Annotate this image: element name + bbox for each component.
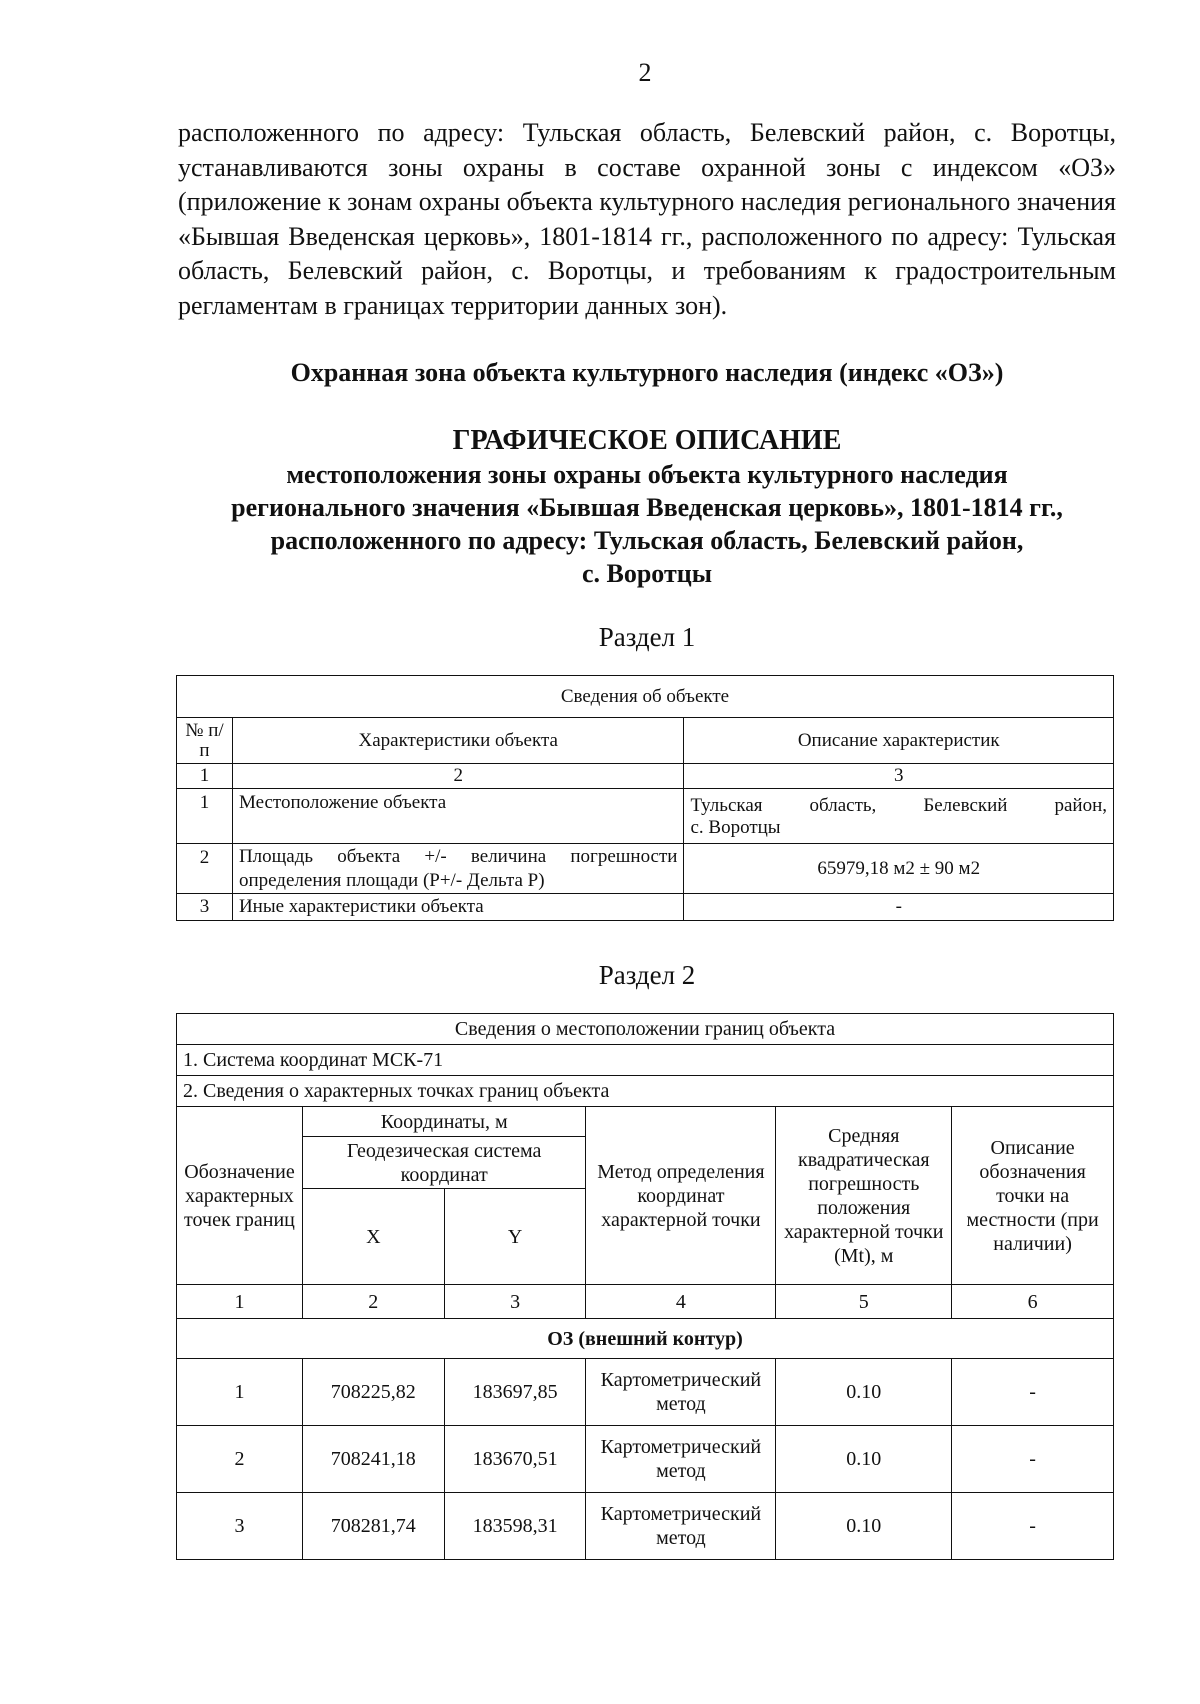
row-value: 65979,18 м2 ± 90 м2 (684, 844, 1114, 894)
coord-system: 1. Система координат МСК-71 (177, 1045, 1114, 1076)
row-name: Площадь объекта +/- величина погрешности определения площади (Р+/- Дельта Р) (232, 844, 684, 894)
header-description: Описание характеристик (684, 718, 1114, 764)
error-cell: 0.10 (776, 1493, 952, 1560)
object-info-table (176, 675, 1114, 921)
row-number: 2 (177, 844, 233, 894)
header-characteristics: Характеристики объекта (232, 718, 684, 764)
row-value (684, 789, 1114, 844)
numbering-cell: 5 (776, 1285, 952, 1319)
table-row (177, 1359, 1114, 1426)
point-description: - (952, 1493, 1114, 1560)
row-name: Местоположение объекта (232, 789, 684, 844)
header-geodetic: Геодезическая система координат (302, 1137, 586, 1189)
header-method: Метод определения координат характерной точки (586, 1107, 776, 1285)
graphic-subtitle-line-3: расположенного по адресу: Тульская область, Белевский район, (270, 526, 1024, 555)
numbering-cell: 1 (177, 764, 233, 789)
intro-paragraph: расположенного по адресу: Тульская область, Белевский район, с. Воротцы, устанавливаются зоны охраны в составе охранной зоны с индексом «ОЗ» (приложение к зонам охраны объекта культурного наследия регионального значения «Бывшая Введенская церковь», 1801-1814 гг., расположенного по адресу: Тульская область, Белевский район, с. Воротцы, и требованиям к градостроительным регламентам в границах территории данных зон). (178, 118, 1116, 320)
row-number: 3 (177, 894, 233, 921)
graphic-subtitle-line-4: с. Воротцы (581, 559, 713, 588)
numbering-cell: 3 (684, 764, 1114, 789)
row-number: 1 (177, 789, 233, 844)
contour-label: ОЗ (внешний контур) (177, 1319, 1114, 1359)
row-name: Иные характеристики объекта (232, 894, 684, 921)
numbering-cell: 3 (444, 1285, 586, 1319)
numbering-cell: 2 (232, 764, 684, 789)
coord-x: 708241,18 (302, 1426, 444, 1493)
numbering-cell: 6 (952, 1285, 1114, 1319)
boundary-caption: Сведения о местоположении границ объекта (177, 1014, 1114, 1045)
object-info-caption: Сведения об объекте (177, 676, 1114, 718)
method-cell: Картометрический метод (586, 1426, 776, 1493)
graphic-subtitle-line-2: регионального значения «Бывшая Введенская церковь», 1801-1814 гг., (231, 493, 1063, 522)
graphic-subtitle-line-1: местоположения зоны охраны объекта культурного наследия (286, 460, 1008, 489)
method-cell: Картометрический метод (586, 1493, 776, 1560)
page-number: 2 (638, 58, 652, 87)
table-row (177, 789, 1114, 844)
table-row (177, 894, 1114, 921)
error-cell: 0.10 (776, 1426, 952, 1493)
point-description: - (952, 1359, 1114, 1426)
method-cell: Картометрический метод (586, 1359, 776, 1426)
point-number: 3 (177, 1493, 303, 1560)
boundary-coordinates-table (176, 1013, 1114, 1560)
point-number: 2 (177, 1426, 303, 1493)
table-row (177, 1426, 1114, 1493)
numbering-cell: 4 (586, 1285, 776, 1319)
point-description: - (952, 1426, 1114, 1493)
coord-y: 183598,31 (444, 1493, 586, 1560)
table-row (177, 1493, 1114, 1560)
header-designation: Обозначение характерных точек границ (177, 1107, 303, 1285)
error-cell: 0.10 (776, 1359, 952, 1426)
numbering-cell: 1 (177, 1285, 303, 1319)
points-info: 2. Сведения о характерных точках границ объекта (177, 1076, 1114, 1107)
header-y: Y (444, 1189, 586, 1285)
header-point-description: Описание обозначения точки на местности (при наличии) (952, 1107, 1114, 1285)
coord-y: 183670,51 (444, 1426, 586, 1493)
row-value-line: Тульская область, Белевский район, (690, 795, 1107, 816)
section1-title: Раздел 1 (598, 622, 696, 652)
coord-x: 708281,74 (302, 1493, 444, 1560)
header-x: X (302, 1189, 444, 1285)
row-value-line: с. Воротцы (690, 817, 781, 838)
header-error: Средняя квадратическая погрешность положения характерной точки (Mt), м (776, 1107, 952, 1285)
header-coords: Координаты, м (302, 1107, 586, 1137)
coord-x: 708225,82 (302, 1359, 444, 1426)
numbering-cell: 2 (302, 1285, 444, 1319)
point-number: 1 (177, 1359, 303, 1426)
coord-y: 183697,85 (444, 1359, 586, 1426)
table-row (177, 844, 1114, 894)
section2-title: Раздел 2 (598, 960, 696, 990)
header-number: № п/п (177, 718, 233, 764)
graphic-title: ГРАФИЧЕСКОЕ ОПИСАНИЕ (452, 425, 842, 456)
row-value: - (684, 894, 1114, 921)
zone-heading: Охранная зона объекта культурного наследия (индекс «ОЗ») (290, 358, 1004, 387)
